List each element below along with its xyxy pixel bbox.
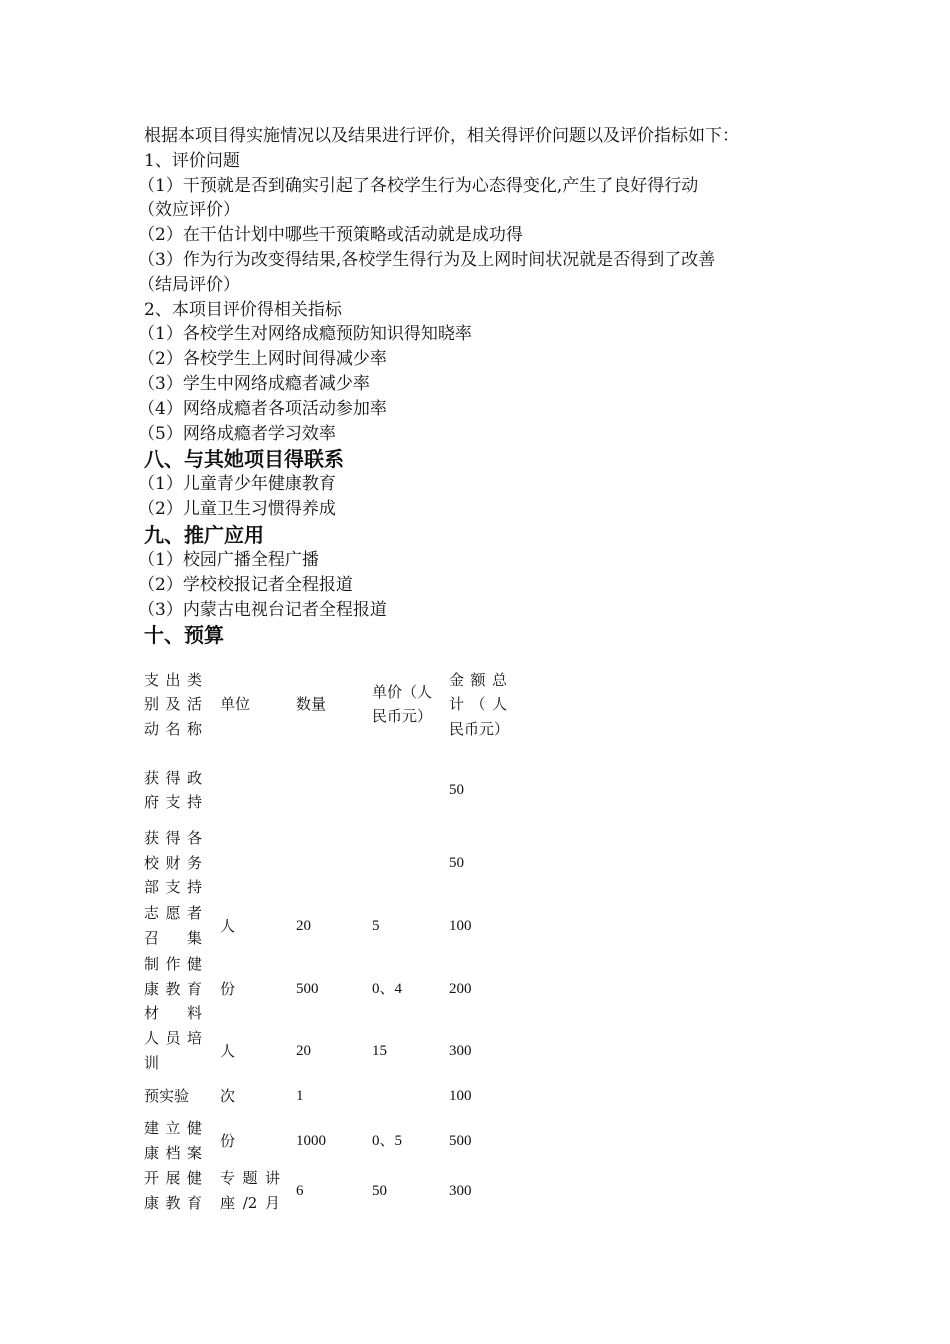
cell-quantity: 6	[296, 1182, 304, 1199]
intro-paragraph: 根据本项目得实施情况以及结果进行评价，相关得评价问题以及评价指标如下：	[144, 126, 739, 146]
cell-category: 获得政府支持	[144, 768, 202, 812]
cell-unit-price: 15	[372, 1042, 387, 1059]
cell-quantity: 20	[296, 917, 311, 934]
cell-unit-price: 50	[372, 1182, 387, 1199]
column-header-total: 金额总计（人民币元）	[449, 670, 510, 738]
cell-unit-price	[372, 1076, 449, 1116]
cell-unit-price: 0、4	[372, 980, 403, 997]
cell-unit-price	[372, 754, 449, 826]
cell-quantity	[296, 826, 372, 900]
cell-quantity: 20	[296, 1042, 311, 1059]
cell-quantity: 500	[296, 980, 319, 997]
table-row	[144, 754, 511, 826]
cell-category: 建立健康档案	[144, 1119, 202, 1162]
section-1-title: 1、评价问题	[144, 150, 240, 171]
cell-total: 300	[449, 1042, 472, 1059]
list-item: （2）学校校报记者全程报道	[138, 574, 353, 595]
table-header-row	[144, 654, 511, 754]
cell-unit-price: 0、5	[372, 1132, 403, 1149]
budget-table	[144, 654, 511, 1216]
section-9-heading: 九、推广应用	[144, 522, 264, 547]
cell-quantity: 1000	[296, 1132, 326, 1149]
list-item: （效应评价）	[138, 200, 240, 221]
table-row	[144, 1166, 511, 1216]
list-item: （2）儿童卫生习惯得养成	[138, 499, 336, 520]
cell-unit: 专题讲座/2月	[220, 1169, 280, 1212]
cell-unit-price: 5	[372, 917, 380, 934]
cell-quantity	[296, 754, 372, 826]
cell-unit: 次	[220, 1086, 236, 1105]
table-row	[144, 826, 511, 900]
column-header-quantity: 数量	[296, 695, 327, 714]
list-item: （1）各校学生对网络成瘾预防知识得知晓率	[138, 324, 472, 345]
section-8-heading: 八、与其她项目得联系	[144, 447, 344, 472]
list-item: （5）网络成瘾者学习效率	[138, 423, 336, 444]
cell-unit: 份	[220, 1131, 236, 1150]
column-header-unit-price: 单价（人民币元）	[372, 682, 433, 726]
list-item: （1）校园广播全程广播	[138, 549, 319, 570]
cell-unit-price	[372, 826, 449, 900]
cell-unit	[220, 826, 296, 900]
table-row	[144, 952, 511, 1026]
cell-unit: 人	[220, 916, 236, 935]
cell-category: 志愿者召集	[144, 904, 202, 947]
list-item: （结局评价）	[138, 274, 240, 295]
list-item: （3）内蒙古电视台记者全程报道	[138, 599, 387, 620]
cell-category: 人员培训	[144, 1029, 202, 1072]
cell-quantity: 1	[296, 1087, 304, 1104]
list-item: （1）儿童青少年健康教育	[138, 474, 336, 495]
cell-unit: 份	[220, 979, 236, 998]
cell-total: 100	[449, 917, 472, 934]
cell-category: 获得各校财务部支持	[144, 829, 202, 897]
list-item: （4）网络成瘾者各项活动参加率	[138, 398, 387, 419]
list-item: （2）各校学生上网时间得减少率	[138, 349, 387, 370]
list-item: （1）干预就是否到确实引起了各校学生行为心态得变化,产生了良好得行动	[138, 175, 699, 196]
list-item: （3）学生中网络成瘾者减少率	[138, 373, 370, 394]
section-2-title: 2、本项目评价得相关指标	[144, 299, 342, 320]
section-10-heading: 十、预算	[144, 623, 224, 648]
table-row	[144, 1116, 511, 1166]
cell-total: 200	[449, 980, 472, 997]
list-item: （3）作为行为改变得结果,各校学生得行为及上网时间状况就是否得到了改善	[138, 249, 716, 270]
cell-total: 50	[449, 854, 464, 871]
list-item: （2）在干估计划中哪些干预策略或活动就是成功得	[138, 225, 523, 246]
column-header-unit: 单位	[220, 695, 251, 714]
cell-total: 300	[449, 1182, 472, 1199]
cell-total: 50	[449, 782, 464, 799]
column-header-category: 支出类别及活动名称	[144, 670, 202, 738]
table-row	[144, 1076, 511, 1116]
cell-category: 开展健康教育	[144, 1169, 202, 1212]
cell-unit	[220, 754, 296, 826]
table-row	[144, 1026, 511, 1076]
cell-category: 制作健康教育材料	[144, 955, 202, 1023]
document-page	[138, 124, 824, 1216]
cell-total: 100	[449, 1087, 472, 1104]
cell-total: 500	[449, 1132, 472, 1149]
cell-unit: 人	[220, 1041, 236, 1060]
table-row	[144, 900, 511, 952]
cell-category: 预实验	[144, 1086, 190, 1105]
